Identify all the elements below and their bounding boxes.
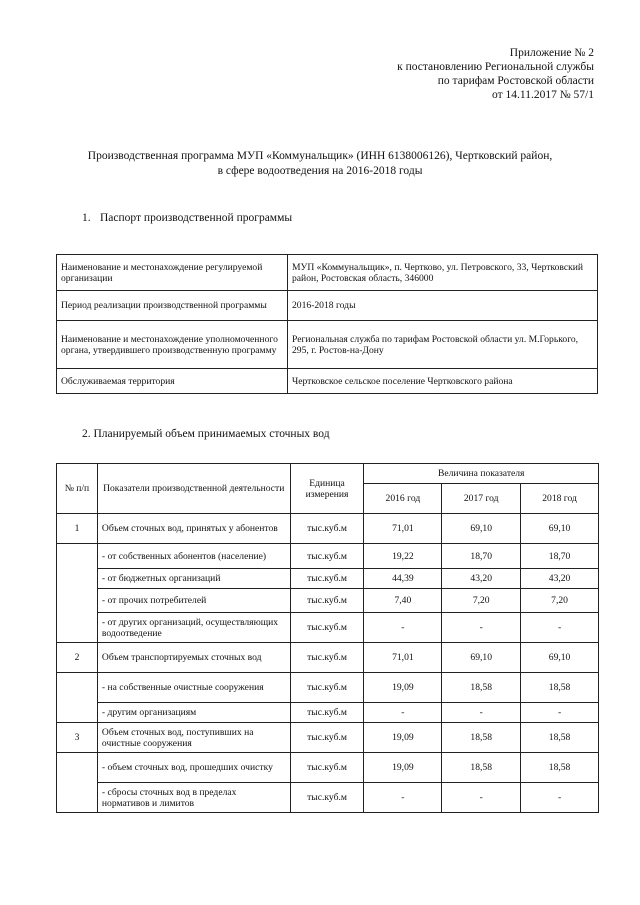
appendix-line: Приложение № 2: [509, 47, 594, 59]
row-unit: тыс.куб.м: [290, 643, 364, 673]
row-value-2018: 18,70: [521, 544, 599, 569]
row-label: - объем сточных вод, прошедших очистку: [97, 753, 290, 783]
row-label: - от прочих потребителей: [97, 589, 290, 613]
row-value-2017: 69,10: [442, 514, 521, 544]
passport-row: [57, 255, 598, 291]
row-value-2018: 18,58: [521, 673, 599, 703]
passport-row: [57, 369, 598, 394]
row-value-2017: -: [442, 783, 521, 813]
row-unit: тыс.куб.м: [290, 544, 364, 569]
row-value-2017: 69,10: [442, 643, 521, 673]
section-title: Паспорт производственной программы: [100, 212, 293, 224]
row-unit: тыс.куб.м: [290, 723, 364, 753]
row-value-2017: 18,58: [442, 723, 521, 753]
row-value-2016: -: [364, 783, 442, 813]
row-num: [57, 753, 98, 813]
table-row: [57, 569, 599, 589]
row-value-2016: 71,01: [364, 514, 442, 544]
row-value-2017: 18,58: [442, 753, 521, 783]
header-indicator: Показатели производственной деятельности: [97, 464, 290, 514]
row-unit: тыс.куб.м: [290, 783, 364, 813]
row-value-2018: 69,10: [521, 643, 599, 673]
row-value-2016: 19,09: [364, 723, 442, 753]
passport-label: Наименование и местонахождение уполномоченного органа, утвердившего производственную программу: [57, 321, 288, 369]
passport-label: Обслуживаемая территория: [57, 369, 288, 394]
row-value-2018: -: [521, 613, 599, 643]
row-value-2018: -: [521, 703, 599, 723]
row-label: - от бюджетных организаций: [97, 569, 290, 589]
appendix-line: от 14.11.2017 № 57/1: [492, 89, 594, 101]
row-value-2016: 19,22: [364, 544, 442, 569]
passport-label: Период реализации производственной программы: [57, 291, 288, 321]
table-row: [57, 589, 599, 613]
row-value-2017: -: [442, 703, 521, 723]
appendix-line: по тарифам Ростовской области: [437, 75, 594, 87]
row-label: Объем транспортируемых сточных вод: [97, 643, 290, 673]
section-2-heading: 2. Планируемый объем принимаемых сточных вод: [82, 428, 330, 440]
row-value-2017: 18,58: [442, 673, 521, 703]
row-value-2017: 7,20: [442, 589, 521, 613]
row-value-2017: 18,70: [442, 544, 521, 569]
table-row: [57, 514, 599, 544]
row-value-2018: 18,58: [521, 723, 599, 753]
row-value-2016: 71,01: [364, 643, 442, 673]
header-unit: Единица измерения: [290, 464, 364, 514]
row-num: 2: [57, 643, 98, 673]
row-unit: тыс.куб.м: [290, 613, 364, 643]
row-value-2016: 19,09: [364, 753, 442, 783]
row-value-2018: 43,20: [521, 569, 599, 589]
row-value-2016: -: [364, 703, 442, 723]
row-label: - от собственных абонентов (население): [97, 544, 290, 569]
row-label: Объем сточных вод, поступивших на очистные сооружения: [97, 723, 290, 753]
appendix-line: к постановлению Региональной службы: [397, 61, 594, 73]
row-unit: тыс.куб.м: [290, 673, 364, 703]
section-number: 1.: [82, 212, 91, 224]
row-value-2016: 19,09: [364, 673, 442, 703]
row-value-2017: -: [442, 613, 521, 643]
passport-value: 2016-2018 годы: [288, 291, 598, 321]
row-value-2016: 44,39: [364, 569, 442, 589]
table-row: [57, 783, 599, 813]
header-year: 2018 год: [521, 484, 599, 514]
row-label: - другим организациям: [97, 703, 290, 723]
row-value-2018: 18,58: [521, 753, 599, 783]
header-value: Величина показателя: [364, 464, 599, 484]
header-year: 2016 год: [364, 484, 442, 514]
title-line: в сфере водоотведения на 2016-2018 годы: [217, 165, 423, 177]
row-label: - от других организаций, осуществляющих водоотведение: [97, 613, 290, 643]
title-line: Производственная программа МУП «Коммунальщик» (ИНН 6138006126), Чертковский район,: [87, 150, 553, 162]
table-row: [57, 544, 599, 569]
row-num: [57, 673, 98, 723]
table-row: [57, 703, 599, 723]
table-row: [57, 723, 599, 753]
row-value-2018: 7,20: [521, 589, 599, 613]
row-unit: тыс.куб.м: [290, 514, 364, 544]
passport-row: [57, 321, 598, 369]
table-row: [57, 673, 599, 703]
passport-label: Наименование и местонахождение регулируемой организации: [57, 255, 288, 291]
passport-value: Чертковское сельское поселение Чертковского района: [288, 369, 598, 394]
row-value-2018: -: [521, 783, 599, 813]
table-row: [57, 753, 599, 783]
document-title: [40, 149, 600, 179]
row-unit: тыс.куб.м: [290, 589, 364, 613]
row-unit: тыс.куб.м: [290, 569, 364, 589]
appendix-header: [397, 46, 594, 102]
row-value-2018: 69,10: [521, 514, 599, 544]
row-unit: тыс.куб.м: [290, 703, 364, 723]
row-label: Объем сточных вод, принятых у абонентов: [97, 514, 290, 544]
table-row: [57, 643, 599, 673]
passport-value: Региональная служба по тарифам Ростовской области ул. М.Горького, 295, г. Ростов-на-Дону: [288, 321, 598, 369]
row-label: - на собственные очистные сооружения: [97, 673, 290, 703]
row-value-2016: -: [364, 613, 442, 643]
passport-value: МУП «Коммунальщик», п. Чертково, ул. Петровского, 33, Чертковский район, Ростовская область, 346000: [288, 255, 598, 291]
volume-table: [56, 463, 599, 813]
passport-table: [56, 254, 598, 394]
row-num: 3: [57, 723, 98, 753]
row-num: 1: [57, 514, 98, 544]
table-header-row: [57, 464, 599, 484]
table-row: [57, 613, 599, 643]
header-num: № п/п: [57, 464, 98, 514]
header-year: 2017 год: [442, 484, 521, 514]
passport-row: [57, 291, 598, 321]
row-num: [57, 544, 98, 643]
section-1-heading: [82, 211, 292, 225]
row-value-2016: 7,40: [364, 589, 442, 613]
row-value-2017: 43,20: [442, 569, 521, 589]
row-unit: тыс.куб.м: [290, 753, 364, 783]
row-label: - сбросы сточных вод в пределах нормативов и лимитов: [97, 783, 290, 813]
